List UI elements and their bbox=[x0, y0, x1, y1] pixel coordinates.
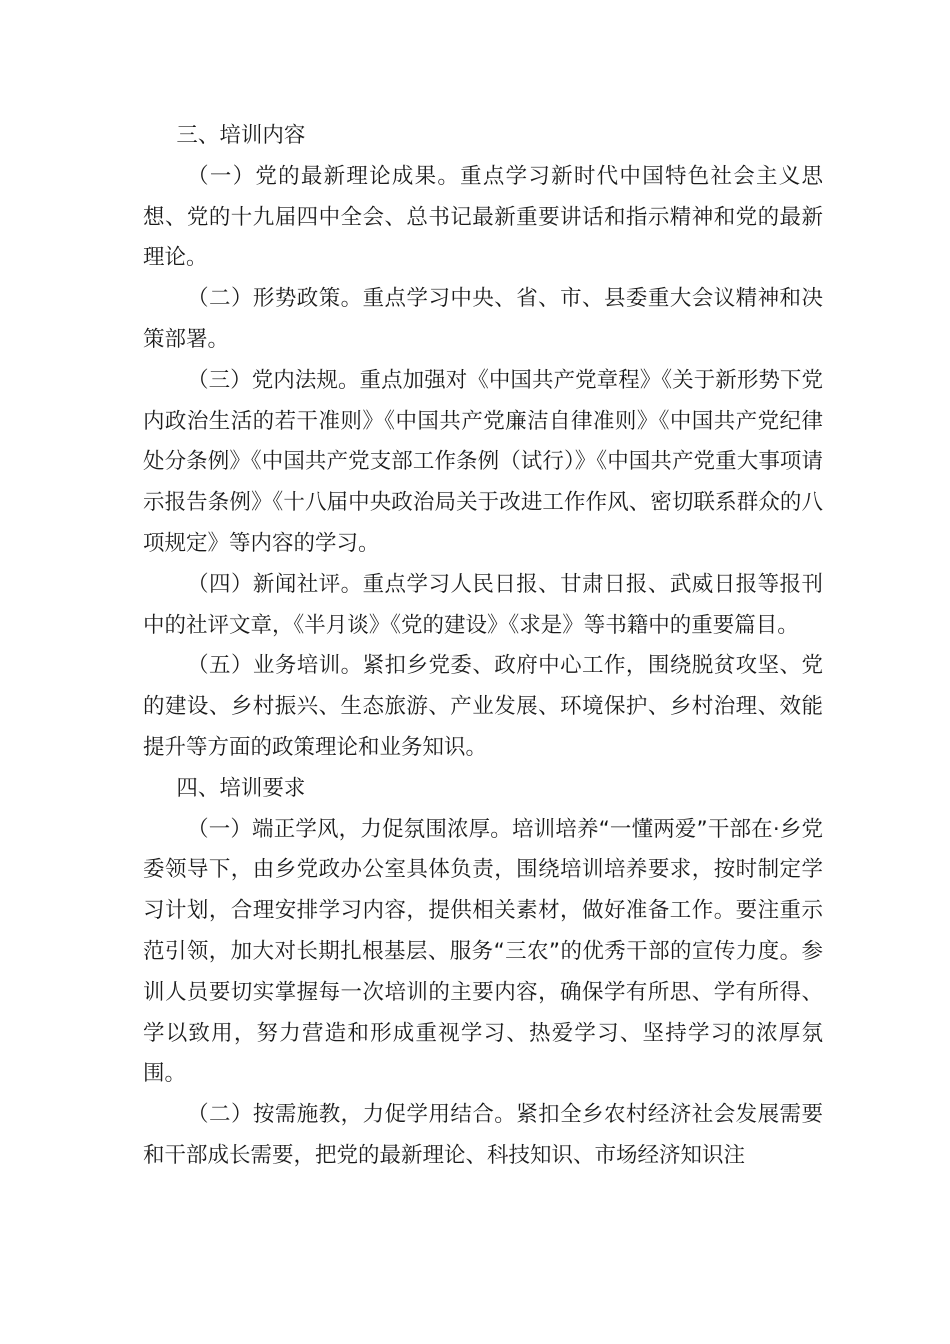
paragraph-item-4: （四）新闻社评。重点学习人民日报、甘肃日报、武威日报等报刊中的社评文章，《半月谈》《党的建设》《求是》等书籍中的重要篇目。 bbox=[143, 571, 823, 638]
paragraph-item-3: （三）党内法规。重点加强对《中国共产党章程》《关于新形势下党内政治生活的若干准则》《中国共产党廉洁自律准则》《中国共产党纪律处分条例》《中国共产党支部工作条例（试行）》《中国共产党重大事项请示报告条例》《十八届中央政治局关于改进工作作风、密切联系群众的八项规定》等内容的学习。 bbox=[143, 367, 823, 556]
paragraph-requirement-1: （一）端正学风，力促氛围浓厚。培训培养“一懂两爱”干部在·乡党委领导下，由乡党政办公室具体负责，围绕培训培养要求，按时制定学习计划，合理安排学习内容，提供相关素材，做好准备工作。要注重示范引领，加大对长期扎根基层、服务“三农”的优秀干部的宣传力度。参训人员要切实掌握每一次培训的主要内容，确保学有所思、学有所得、学以致用，努力营造和形成重视学习、热爱学习、坚持学习的浓厚氛围。 bbox=[143, 816, 823, 1087]
paragraph-item-1: （一）党的最新理论成果。重点学习新时代中国特色社会主义思想、党的十九届四中全会、总书记最新重要讲话和指示精神和党的最新理论。 bbox=[143, 163, 823, 271]
section-heading-training-content: 三、培训内容 bbox=[176, 123, 306, 148]
paragraph-item-2: （二）形势政策。重点学习中央、省、市、县委重大会议精神和决策部署。 bbox=[143, 286, 823, 352]
section-heading-training-requirements: 四、培训要求 bbox=[176, 775, 306, 801]
paragraph-requirement-2: （二）按需施教，力促学用结合。紧扣全乡农村经济社会发展需要和干部成长需要，把党的最新理论、科技知识、市场经济知识注 bbox=[143, 1102, 823, 1168]
paragraph-item-5: （五）业务培训。紧扣乡党委、政府中心工作，围绕脱贫攻坚、党的建设、乡村振兴、生态旅游、产业发展、环境保护、乡村治理、效能提升等方面的政策理论和业务知识。 bbox=[143, 653, 823, 760]
document-body bbox=[143, 116, 823, 1177]
